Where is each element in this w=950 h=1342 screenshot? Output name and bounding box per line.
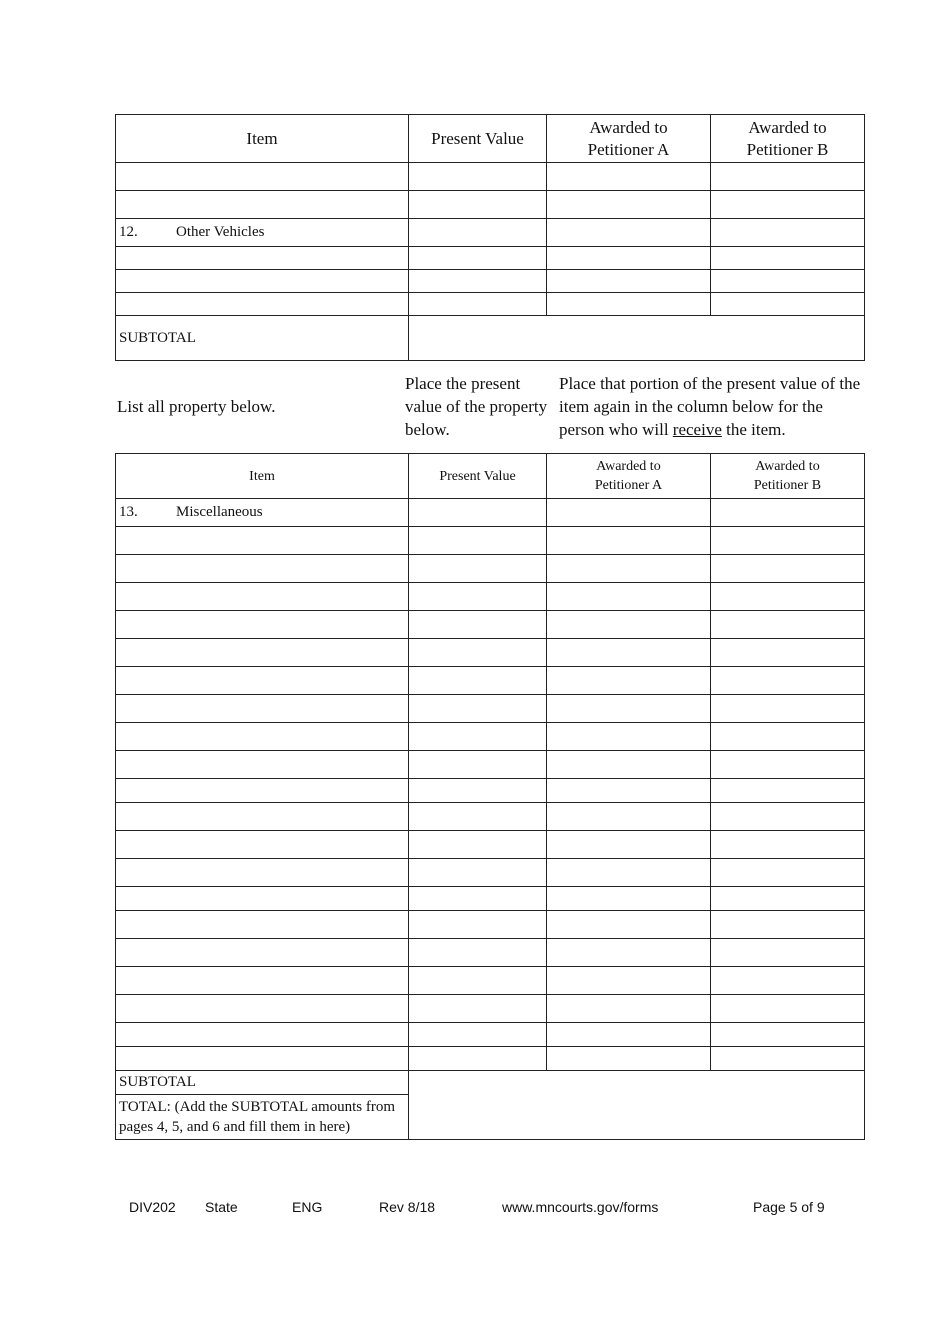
item-cell[interactable] [116,191,409,219]
present-value-cell[interactable] [409,1023,547,1047]
item-cell[interactable] [116,911,409,939]
awarded-b-line2: Petitioner B [746,139,829,159]
awarded-b-line1: Awarded to [755,459,820,474]
awarded-a-cell[interactable] [547,499,711,527]
table-row[interactable] [116,555,865,583]
table-row[interactable] [116,911,865,939]
present-value-cell[interactable] [409,779,547,803]
item-cell[interactable] [116,779,409,803]
subtotal-value-cell[interactable] [409,316,865,361]
table-row[interactable] [116,611,865,639]
awarded-b-cell[interactable] [711,887,865,911]
item-cell[interactable] [116,887,409,911]
item-cell[interactable] [116,939,409,967]
awarded-a-cell[interactable] [547,723,711,751]
present-value-cell[interactable] [409,219,547,247]
item-cell[interactable] [116,247,409,270]
awarded-a-cell[interactable] [547,293,711,316]
awarded-b-cell[interactable] [711,499,865,527]
table-row[interactable] [116,995,865,1023]
table-row[interactable] [116,293,865,316]
total-label: TOTAL: (Add the SUBTOTAL amounts from pages 4, 5, and 6 and fill them in here) [116,1095,409,1140]
awarded-b-cell[interactable] [711,1047,865,1071]
awarded-a-cell[interactable] [547,219,711,247]
awarded-a-cell[interactable] [547,887,711,911]
subtotal-row [116,316,865,361]
present-value-cell[interactable] [409,639,547,667]
awarded-a-cell[interactable] [547,639,711,667]
section-row-miscellaneous [116,499,865,527]
awarded-b-cell[interactable] [711,667,865,695]
present-value-cell[interactable] [409,995,547,1023]
awarded-b-cell[interactable] [711,779,865,803]
column-header-present-value: Present Value [409,454,547,499]
table-row[interactable] [116,887,865,911]
awarded-b-line1: Awarded to [748,117,827,137]
present-value-cell[interactable] [409,831,547,859]
awarded-b-cell[interactable] [711,695,865,723]
present-value-cell[interactable] [409,270,547,293]
table-row[interactable] [116,667,865,695]
present-value-cell[interactable] [409,527,547,555]
table-row[interactable] [116,583,865,611]
awarded-b-cell[interactable] [711,270,865,293]
footer-page-number: Page 5 of 9 [753,1199,825,1215]
column-header-item: Item [116,115,409,163]
present-value-cell[interactable] [409,667,547,695]
table-row[interactable] [116,779,865,803]
section-row-other-vehicles [116,219,865,247]
awarded-b-cell[interactable] [711,723,865,751]
footer-url[interactable]: www.mncourts.gov/forms [502,1199,659,1215]
awarded-b-cell[interactable] [711,527,865,555]
present-value-cell[interactable] [409,859,547,887]
awarded-b-cell[interactable] [711,247,865,270]
awarded-a-cell[interactable] [547,191,711,219]
awarded-a-cell[interactable] [547,555,711,583]
table-row[interactable] [116,1023,865,1047]
instruction-portion-underlined: receive [672,420,722,439]
awarded-b-cell[interactable] [711,639,865,667]
property-table-vehicles [115,114,865,361]
present-value-cell[interactable] [409,583,547,611]
present-value-cell[interactable] [409,803,547,831]
table-row[interactable] [116,191,865,219]
awarded-a-line1: Awarded to [589,117,668,137]
column-header-awarded-b [711,454,865,499]
awarded-a-cell[interactable] [547,695,711,723]
awarded-b-cell[interactable] [711,803,865,831]
awarded-b-line2: Petitioner B [753,478,822,493]
item-cell[interactable] [116,723,409,751]
table-header-row [116,454,865,499]
awarded-b-cell[interactable] [711,751,865,779]
table-row[interactable] [116,695,865,723]
column-header-awarded-a [547,454,711,499]
present-value-cell[interactable] [409,695,547,723]
awarded-a-cell[interactable] [547,939,711,967]
section-label-cell [116,499,409,527]
awarded-a-line1: Awarded to [596,459,661,474]
table-row[interactable] [116,967,865,995]
table-row[interactable] [116,1047,865,1071]
section-number: 12. [119,224,138,240]
item-cell[interactable] [116,293,409,316]
item-cell[interactable] [116,583,409,611]
present-value-cell[interactable] [409,499,547,527]
property-table-miscellaneous [115,453,865,1140]
item-cell[interactable] [116,555,409,583]
column-header-item: Item [116,454,409,499]
item-cell[interactable] [116,859,409,887]
item-cell[interactable] [116,163,409,191]
awarded-a-cell[interactable] [547,995,711,1023]
awarded-b-cell[interactable] [711,967,865,995]
present-value-cell[interactable] [409,967,547,995]
awarded-a-cell[interactable] [547,779,711,803]
item-cell[interactable] [116,695,409,723]
table-row[interactable] [116,751,865,779]
total-value-cell[interactable] [409,1071,865,1140]
item-cell[interactable] [116,751,409,779]
item-cell[interactable] [116,639,409,667]
awarded-b-cell[interactable] [711,995,865,1023]
footer-language: ENG [292,1199,323,1215]
awarded-a-cell[interactable] [547,583,711,611]
instruction-portion-end: the item. [726,420,786,439]
awarded-a-cell[interactable] [547,751,711,779]
awarded-b-cell[interactable] [711,583,865,611]
item-cell[interactable] [116,1023,409,1047]
subtotal-label: SUBTOTAL [116,1071,409,1095]
column-header-present-value: Present Value [409,115,547,163]
column-header-awarded-b [711,115,865,163]
awarded-b-cell[interactable] [711,555,865,583]
column-header-awarded-a [547,115,711,163]
table-row[interactable] [116,803,865,831]
table-row[interactable] [116,270,865,293]
footer-form-id: DIV202 [129,1199,176,1215]
awarded-b-cell[interactable] [711,611,865,639]
present-value-cell[interactable] [409,911,547,939]
table-row[interactable] [116,723,865,751]
awarded-b-cell[interactable] [711,911,865,939]
present-value-cell[interactable] [409,247,547,270]
awarded-b-cell[interactable] [711,939,865,967]
awarded-a-cell[interactable] [547,831,711,859]
awarded-a-cell[interactable] [547,247,711,270]
table-row[interactable] [116,639,865,667]
awarded-a-cell[interactable] [547,527,711,555]
present-value-cell[interactable] [409,887,547,911]
item-cell[interactable] [116,611,409,639]
awarded-a-cell[interactable] [547,803,711,831]
awarded-a-cell[interactable] [547,1023,711,1047]
subtotal-label: SUBTOTAL [116,316,409,361]
table-row[interactable] [116,163,865,191]
present-value-cell[interactable] [409,555,547,583]
awarded-a-cell[interactable] [547,163,711,191]
table-row[interactable] [116,939,865,967]
awarded-a-cell[interactable] [547,611,711,639]
section-label-cell [116,219,409,247]
subtotal-row [116,1071,865,1095]
awarded-b-cell[interactable] [711,1023,865,1047]
present-value-cell[interactable] [409,939,547,967]
present-value-cell[interactable] [409,751,547,779]
present-value-cell[interactable] [409,723,547,751]
item-cell[interactable] [116,831,409,859]
item-cell[interactable] [116,527,409,555]
footer-revision: Rev 8/18 [379,1199,436,1215]
awarded-a-cell[interactable] [547,859,711,887]
instruction-present-value: Place the present value of the property below. [405,374,548,439]
section-number: 13. [119,504,138,520]
awarded-a-cell[interactable] [547,1047,711,1071]
table-row[interactable] [116,831,865,859]
awarded-a-line2: Petitioner A [594,478,663,493]
awarded-b-cell[interactable] [711,293,865,316]
awarded-a-cell[interactable] [547,911,711,939]
awarded-b-cell[interactable] [711,859,865,887]
present-value-cell[interactable] [409,293,547,316]
item-cell[interactable] [116,967,409,995]
present-value-cell[interactable] [409,1047,547,1071]
awarded-a-cell[interactable] [547,270,711,293]
table-row[interactable] [116,859,865,887]
item-cell[interactable] [116,803,409,831]
awarded-a-cell[interactable] [547,667,711,695]
item-cell[interactable] [116,270,409,293]
item-cell[interactable] [116,995,409,1023]
present-value-cell[interactable] [409,191,547,219]
awarded-b-cell[interactable] [711,163,865,191]
table-header-row [116,115,865,163]
section-label: Other Vehicles [176,224,265,240]
instruction-portion-text: Place that portion of the present value of the item again in the column below for the person who will [559,374,861,439]
present-value-cell[interactable] [409,611,547,639]
awarded-b-cell[interactable] [711,191,865,219]
table-row[interactable] [116,247,865,270]
present-value-cell[interactable] [409,163,547,191]
item-cell[interactable] [116,1047,409,1071]
table-row[interactable] [116,527,865,555]
item-cell[interactable] [116,667,409,695]
awarded-b-cell[interactable] [711,219,865,247]
awarded-b-cell[interactable] [711,831,865,859]
footer-jurisdiction: State [205,1199,238,1215]
awarded-a-line2: Petitioner A [587,139,670,159]
section-label: Miscellaneous [176,504,263,520]
instruction-list-property: List all property below. [117,397,276,416]
instruction-portion [559,372,869,441]
awarded-a-cell[interactable] [547,967,711,995]
